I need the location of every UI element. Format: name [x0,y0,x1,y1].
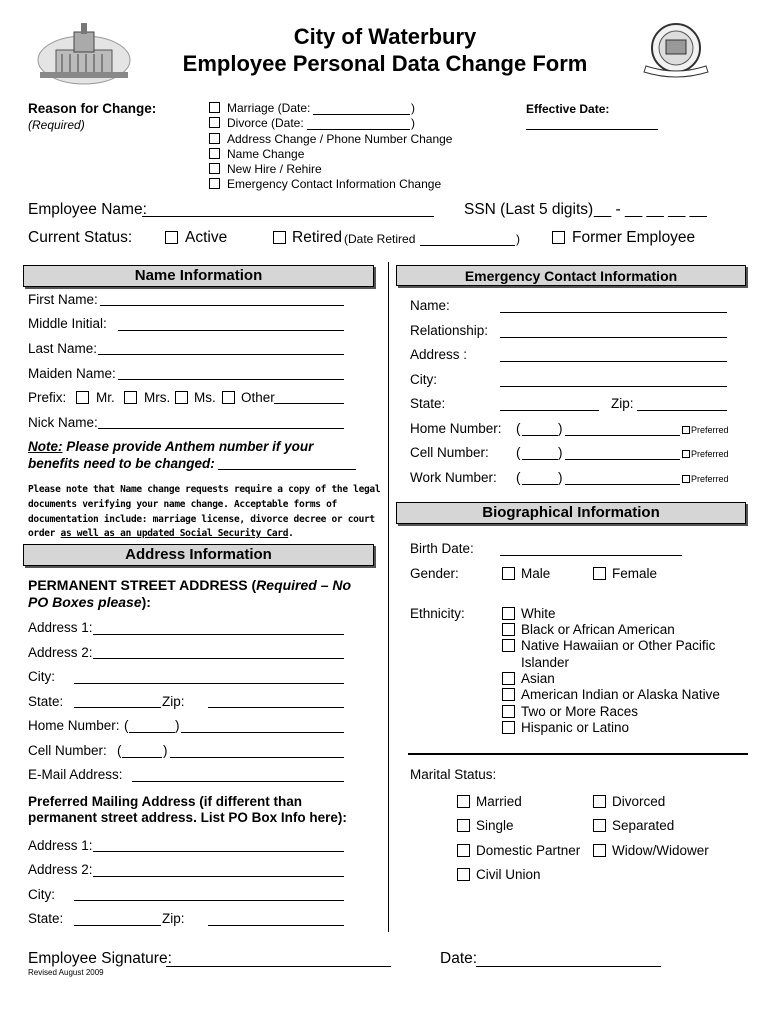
ec-cell-preferred-checkbox[interactable] [682,450,690,458]
current-status-label: Current Status: [28,229,133,246]
ec-city-field[interactable] [500,386,727,387]
ec-name-label: Name: [410,298,450,313]
maiden-name-field[interactable] [118,379,344,380]
fine-print-4 [28,527,294,541]
home-paren-close: ) [175,718,180,733]
note-prefix: Note: [28,439,63,454]
preferred-mailing-heading: Preferred Mailing Address (if different than [28,794,303,809]
fine-print-4b: as well as an updated Social Security Card [60,528,289,539]
permanent-d: ): [141,594,151,610]
other-field[interactable] [274,403,344,404]
retired-label: Retired [292,229,342,246]
ec-cell-paren-open: ( [516,445,521,460]
ec-zip-label: Zip: [611,396,634,411]
divorce-close: ) [411,116,415,130]
female-label: Female [612,566,658,581]
ec-home-paren-open: ( [516,421,521,436]
email-field[interactable] [132,781,344,782]
preferred-mailing-heading-2: permanent street address. List PO Box Info here): [28,810,347,825]
email-label: E-Mail Address: [28,767,123,782]
anthem-number-field[interactable] [218,469,356,470]
ec-work-preferred-label: Preferred [691,474,729,484]
male-checkbox[interactable] [502,567,515,580]
former-employee-checkbox[interactable] [552,231,565,244]
ec-home-preferred-label: Preferred [691,425,729,435]
cell-number-field[interactable] [170,757,344,758]
address-change-label: Address Change / Phone Number Change [227,132,453,146]
city-field[interactable] [74,683,344,684]
mrs-checkbox[interactable] [124,391,137,404]
divorce-label: Divorce (Date: [227,116,304,130]
home-area-code-field[interactable] [129,732,175,733]
emergency-change-label: Emergency Contact Information Change [227,177,442,191]
eth-asian-checkbox[interactable] [502,672,515,685]
permanent-c: PO Boxes please [28,594,142,610]
gender-label: Gender: [410,566,459,581]
signature-field[interactable] [166,966,391,967]
mail-zip-field[interactable] [208,925,344,926]
employee-name-field[interactable] [142,216,434,217]
home-number-label: Home Number: [28,718,120,733]
retired-checkbox[interactable] [273,231,286,244]
last-name-field[interactable] [98,354,344,355]
state-label: State: [28,694,64,709]
mail-city-label: City: [28,887,55,902]
eth-hawaiian-checkbox[interactable] [502,639,515,652]
ec-cell-label: Cell Number: [410,445,489,460]
ec-work-preferred-checkbox[interactable] [682,475,690,483]
address-info-header: Address Information [23,544,374,566]
widow-label: Widow/Widower [612,843,709,858]
mail-address2-field[interactable] [93,876,344,877]
fine-print-2: documents verifying your name change. Acceptable forms of [28,499,337,510]
male-label: Male [521,566,551,581]
address2-field[interactable] [93,658,344,659]
last-name-label: Last Name: [28,341,98,356]
ec-relationship-label: Relationship: [410,323,489,338]
ec-cell-paren-close: ) [558,445,563,460]
address1-label: Address 1: [28,620,93,635]
mail-address2-label: Address 2: [28,862,93,877]
ec-work-field[interactable] [565,484,680,485]
separated-label: Separated [612,818,675,833]
new-hire-checkbox[interactable] [209,163,220,174]
permanent-address-heading [28,577,351,593]
mr-label: Mr. [96,390,115,405]
separated-checkbox[interactable] [593,819,606,832]
ms-checkbox[interactable] [175,391,188,404]
eth-hawaiian-label-2: Islander [521,655,570,670]
name-change-label: Name Change [227,147,305,161]
other-label: Other [241,390,275,405]
city-seal-image [640,20,712,82]
middle-initial-field[interactable] [118,330,344,331]
ec-home-field[interactable] [565,435,680,436]
state-field[interactable] [74,707,161,708]
ec-city-label: City: [410,372,437,387]
domestic-partner-checkbox[interactable] [457,844,470,857]
mail-address1-field[interactable] [93,851,344,852]
column-divider [388,262,389,932]
marriage-label: Marriage (Date: [227,101,311,115]
female-checkbox[interactable] [593,567,606,580]
ec-address-field[interactable] [500,361,727,362]
signature-label: Employee Signature: [28,950,172,967]
mail-state-label: State: [28,911,64,926]
ec-home-label: Home Number: [410,421,502,436]
ssn-label: SSN (Last 5 digits) [464,201,594,218]
zip-field[interactable] [208,707,344,708]
ec-address-label: Address : [410,347,468,362]
permanent-b: Required – No [256,577,352,593]
marriage-checkbox[interactable] [209,102,220,113]
date-field[interactable] [476,966,661,967]
eth-white-checkbox[interactable] [502,607,515,620]
date-retired-field[interactable] [420,245,515,246]
eth-hispanic-label: Hispanic or Latino [521,720,630,735]
employee-name-label: Employee Name: [28,201,147,218]
civil-union-label: Civil Union [476,867,541,882]
eth-hispanic-checkbox[interactable] [502,721,515,734]
civil-union-checkbox[interactable] [457,868,470,881]
ec-state-field[interactable] [500,410,599,411]
ec-home-area-field[interactable] [522,435,558,436]
bio-header: Biographical Information [396,502,746,524]
divorced-checkbox[interactable] [593,795,606,808]
form-title-city: City of Waterbury [293,24,477,49]
mr-checkbox[interactable] [76,391,89,404]
eth-american-indian-checkbox[interactable] [502,688,515,701]
single-label: Single [476,818,514,833]
fine-print-3: documentation include: marriage license, divorce decree or court [28,514,375,525]
maiden-name-label: Maiden Name: [28,366,116,381]
date-retired-label: (Date Retired [344,232,416,246]
ec-state-label: State: [410,396,446,411]
eth-black-checkbox[interactable] [502,623,515,636]
note-label [28,439,313,454]
widow-checkbox[interactable] [593,844,606,857]
eth-hawaiian-label: Native Hawaiian or Other Pacific [521,638,716,653]
cell-area-code-field[interactable] [122,757,162,758]
marriage-close: ) [411,101,415,115]
middle-initial-label: Middle Initial: [28,316,107,331]
home-paren-open: ( [124,718,129,733]
mail-city-field[interactable] [74,900,344,901]
eth-asian-label: Asian [521,671,555,686]
domestic-partner-label: Domestic Partner [476,843,581,858]
ec-work-area-field[interactable] [522,484,558,485]
new-hire-label: New Hire / Rehire [227,162,322,176]
marriage-date-field[interactable] [313,114,410,115]
eth-black-label: Black or African American [521,622,675,637]
fine-print-1: Please note that Name change requests require a copy of the legal [28,484,381,495]
home-number-field[interactable] [181,732,344,733]
ec-name-field[interactable] [500,312,727,313]
divorced-label: Divorced [612,794,666,809]
permanent-address-heading-2 [28,594,151,610]
married-label: Married [476,794,522,809]
ec-work-paren-close: ) [558,470,563,485]
address2-label: Address 2: [28,645,93,660]
emergency-header: Emergency Contact Information [396,265,746,286]
single-checkbox[interactable] [457,819,470,832]
address-change-checkbox[interactable] [209,133,220,144]
date-retired-close: ) [516,232,520,246]
active-checkbox[interactable] [165,231,178,244]
cell-paren-close: ) [163,743,168,758]
ec-cell-area-field[interactable] [522,459,558,460]
prefix-label: Prefix: [28,390,67,405]
other-checkbox[interactable] [222,391,235,404]
reason-label: Reason for Change: [28,101,157,116]
effective-date-label: Effective Date: [526,102,610,116]
ec-cell-field[interactable] [565,459,680,460]
birth-date-field[interactable] [500,555,682,556]
mrs-label: Mrs. [144,390,171,405]
ec-cell-preferred-label: Preferred [691,449,729,459]
eth-two-or-more-label: Two or More Races [521,704,639,719]
first-name-label: First Name: [28,292,98,307]
form-title: Employee Personal Data Change Form [182,51,588,76]
nick-name-field[interactable] [98,428,344,429]
note-text: Please provide Anthem number if your [66,439,314,454]
city-label: City: [28,669,55,684]
address1-field[interactable] [93,634,344,635]
birth-date-label: Birth Date: [410,541,474,556]
ec-work-paren-open: ( [516,470,521,485]
former-employee-label: Former Employee [572,229,696,246]
cell-number-label: Cell Number: [28,743,107,758]
ec-home-paren-close: ) [558,421,563,436]
eth-american-indian-label: American Indian or Alaska Native [521,687,720,702]
ec-zip-field[interactable] [637,410,727,411]
fine-print-4a: order [28,528,56,539]
cell-paren-open: ( [117,743,122,758]
name-change-checkbox[interactable] [209,148,220,159]
eth-white-label: White [521,606,556,621]
effective-date-field[interactable] [526,129,658,130]
permanent-a: PERMANENT STREET ADDRESS ( [28,577,257,593]
eth-two-or-more-checkbox[interactable] [502,705,515,718]
first-name-field[interactable] [100,305,344,306]
bio-divider [408,753,748,755]
mail-zip-label: Zip: [162,911,185,926]
ec-home-preferred-checkbox[interactable] [682,426,690,434]
ms-label: Ms. [194,390,216,405]
divorce-checkbox[interactable] [209,117,220,128]
mail-address1-label: Address 1: [28,838,93,853]
revised-note: Revised August 2009 [28,968,104,977]
date-label: Date: [440,950,478,967]
ssn-field[interactable]: __ - __ __ __ __ [594,201,707,218]
name-info-header: Name Information [23,265,374,287]
active-label: Active [185,229,228,246]
ethnicity-label: Ethnicity: [410,606,465,621]
emergency-change-checkbox[interactable] [209,178,220,189]
mail-state-field[interactable] [74,925,161,926]
zip-label: Zip: [162,694,185,709]
nick-name-label: Nick Name: [28,415,98,430]
ec-relationship-field[interactable] [500,337,727,338]
fine-print-4c: . [288,528,294,539]
ec-work-label: Work Number: [410,470,497,485]
divorce-date-field[interactable] [307,129,410,130]
reason-required: (Required) [28,118,85,132]
note-text-line2: benefits need to be changed: [28,456,215,471]
married-checkbox[interactable] [457,795,470,808]
marital-status-label: Marital Status: [410,767,497,782]
